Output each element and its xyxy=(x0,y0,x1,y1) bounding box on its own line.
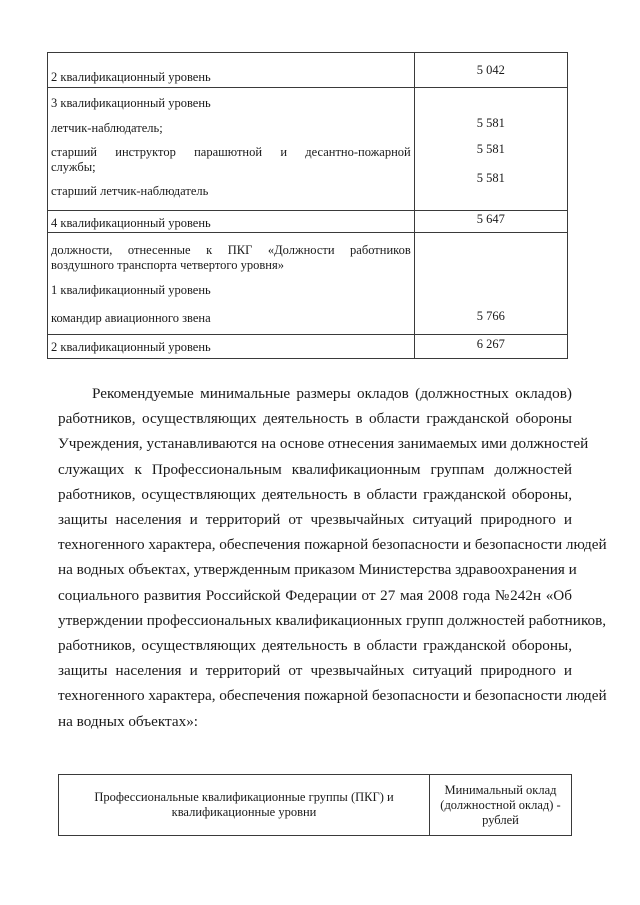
paragraph-line: Рекомендуемые минимальные размеры окладов (должностных окладов) xyxy=(92,385,572,402)
header-text: Профессиональные квалификационные группы (ПКГ) и xyxy=(94,790,394,804)
table-cell-level xyxy=(48,211,415,233)
header-text: квалификационные уровни xyxy=(171,805,317,819)
pkg-header-table xyxy=(58,774,572,836)
paragraph-line: на водных объектах»: xyxy=(58,712,199,730)
position-label: командир авиационного звена xyxy=(51,311,211,325)
table-cell-level xyxy=(48,53,415,88)
paragraph-line: техногенного характера, обеспечения пожарной безопасности и безопасности людей xyxy=(58,687,607,705)
table-row xyxy=(48,88,568,211)
table-cell-salary xyxy=(414,233,567,335)
table-cell-level xyxy=(48,335,415,359)
table-cell-level xyxy=(48,88,415,211)
paragraph-line: служащих к Профессиональным квалификационным группам должностей xyxy=(58,460,572,478)
header-text: рублей xyxy=(482,812,519,827)
paragraph-line: защиты населения и территорий от чрезвычайных ситуаций природного и xyxy=(58,662,572,680)
paragraph-line: работников, осуществляющих деятельность в области гражданской обороны, xyxy=(58,485,572,503)
level-label: 3 квалификационный уровень xyxy=(51,96,211,110)
table-cell-salary xyxy=(414,88,567,211)
header-text: (должностной оклад) - xyxy=(440,797,561,812)
salary-value: 5 647 xyxy=(476,212,505,226)
position-label: летчик-наблюдатель; xyxy=(51,121,163,135)
table-row xyxy=(48,211,568,233)
level-label: 4 квалификационный уровень xyxy=(51,216,211,230)
header-cell-groups xyxy=(59,775,430,836)
header-cell-salary xyxy=(430,775,572,836)
level-label: 2 квалификационный уровень xyxy=(51,340,211,354)
table-cell-level xyxy=(48,233,415,335)
paragraph-line: социального развития Российской Федерации от 27 мая 2008 года №242н «Об xyxy=(58,586,572,604)
table-cell-salary xyxy=(414,335,567,359)
table-row xyxy=(48,335,568,359)
paragraph-line: работников, осуществляющих деятельность в области гражданской обороны xyxy=(58,410,572,428)
paragraph-line: работников, осуществляющих деятельность в области гражданской обороны, xyxy=(58,637,572,655)
header-text: Минимальный оклад xyxy=(444,782,557,797)
level-label: 2 квалификационный уровень xyxy=(51,70,211,84)
salary-value: 5 042 xyxy=(476,63,505,77)
paragraph-line: защиты населения и территорий от чрезвычайных ситуаций природного и xyxy=(58,511,572,529)
salary-value: 5 581 xyxy=(476,171,505,185)
paragraph-line: техногенного характера, обеспечения пожарной безопасности и безопасности людей xyxy=(58,536,607,554)
table-header-row xyxy=(59,775,572,836)
group-label: воздушного транспорта четвертого уровня» xyxy=(51,258,284,272)
table-cell-salary xyxy=(414,211,567,233)
position-label: старший инструктор парашютной и десантно-пожарной xyxy=(51,145,411,159)
body-paragraph xyxy=(58,381,607,734)
salary-value: 6 267 xyxy=(476,337,505,351)
table-row xyxy=(48,233,568,335)
table-row xyxy=(48,53,568,88)
salary-table xyxy=(47,52,568,359)
salary-value: 5 581 xyxy=(476,116,505,130)
salary-value: 5 581 xyxy=(476,142,505,156)
paragraph-line: Учреждения, устанавливаются на основе отнесения занимаемых ими должностей xyxy=(58,435,589,453)
position-label: службы; xyxy=(51,160,96,174)
position-label: старший летчик-наблюдатель xyxy=(51,184,209,198)
table-cell-salary xyxy=(414,53,567,88)
paragraph-line: на водных объектах, утвержденным приказом Министерства здравоохранения и xyxy=(58,561,577,579)
salary-value: 5 766 xyxy=(476,309,505,323)
paragraph-line: утверждении профессиональных квалификационных групп должностей работников, xyxy=(58,611,607,629)
group-label: должности, отнесенные к ПКГ «Должности работников xyxy=(51,243,411,257)
level-label: 1 квалификационный уровень xyxy=(51,283,211,297)
